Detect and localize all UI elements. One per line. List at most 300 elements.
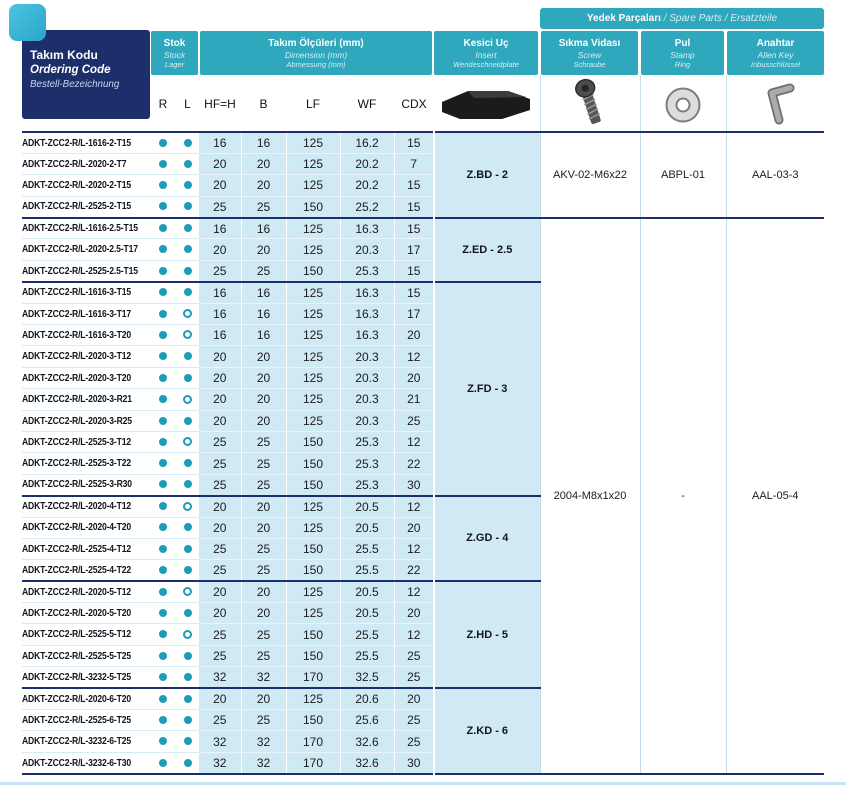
- insert-type-cell: Z.BD - 2: [434, 132, 540, 218]
- tool-code: ADKT-ZCC2-R/L-2020-2-T15: [22, 179, 131, 192]
- dimension-cell: 15: [394, 175, 434, 196]
- stock-l-cell: [176, 603, 199, 624]
- dimension-cell: 125: [286, 603, 340, 624]
- tool-code-cell: [22, 367, 150, 388]
- dimension-cell: 16: [199, 303, 241, 324]
- dimension-cell: 150: [286, 431, 340, 452]
- stock-l-cell: [176, 389, 199, 410]
- stock-r-cell: [150, 710, 176, 731]
- stock-dot-filled: [184, 480, 192, 488]
- dimension-cell: 20.3: [340, 239, 394, 260]
- dimensions-header-en: Dimension (mm): [284, 49, 348, 60]
- dimension-cell: 150: [286, 624, 340, 645]
- stock-l-cell: [176, 410, 199, 431]
- dimension-cell: 25: [241, 453, 286, 474]
- dimension-cell: 25: [241, 474, 286, 495]
- dimension-cell: 25: [199, 260, 241, 281]
- brand-logo-chip: [9, 4, 46, 41]
- dimension-cell: 12: [394, 538, 434, 559]
- dimensions-header: [200, 31, 432, 75]
- dimension-cell: 25: [199, 624, 241, 645]
- dimension-cell: 20: [241, 389, 286, 410]
- dimension-cell: 15: [394, 282, 434, 303]
- dimension-cell: 125: [286, 132, 340, 153]
- tool-code-cell: [22, 731, 150, 752]
- allen-key-header-tr: Anahtar: [756, 37, 795, 49]
- tool-code: ADKT-ZCC2-R/L-2525-6-T25: [22, 714, 131, 726]
- tool-code: ADKT-ZCC2-R/L-2020-2.5-T17: [22, 243, 138, 256]
- dimension-cell: 20: [241, 153, 286, 174]
- tool-code-cell: [22, 624, 150, 645]
- dimension-cell: 25.3: [340, 431, 394, 452]
- tool-code-cell: [22, 453, 150, 474]
- tool-code: ADKT-ZCC2-R/L-2020-4-T12: [22, 500, 131, 513]
- insert-type-cell: Z.FD - 3: [434, 282, 540, 496]
- dimension-cell: 16.3: [340, 218, 394, 239]
- insert-header-tr: Kesici Uç: [463, 37, 509, 49]
- dimension-cell: 15: [394, 132, 434, 153]
- tool-code-cell: [22, 410, 150, 431]
- stock-dot-filled: [184, 267, 192, 275]
- stock-dot-open: [183, 395, 192, 404]
- dimension-cell: 125: [286, 239, 340, 260]
- tool-code: ADKT-ZCC2-R/L-3232-5-T25: [22, 670, 131, 683]
- stock-header-tr: Stok: [163, 37, 186, 49]
- insert-type-cell: Z.GD - 4: [434, 496, 540, 582]
- insert-type-cell: Z.HD - 5: [434, 581, 540, 688]
- stock-l-cell: [176, 282, 199, 303]
- stock-r-cell: [150, 560, 176, 581]
- tool-code-cell: [22, 517, 150, 538]
- tool-code: ADKT-ZCC2-R/L-1616-3-T17: [22, 307, 131, 320]
- stock-header-de: Lager: [164, 59, 185, 69]
- dimension-cell: 20: [199, 239, 241, 260]
- col-header-cdx: CDX: [401, 97, 427, 111]
- dimension-cell: 32: [199, 752, 241, 773]
- col-header-b: B: [259, 97, 268, 111]
- stock-dot-filled: [159, 545, 167, 553]
- stock-dot-filled: [184, 139, 192, 147]
- dimension-cell: 15: [394, 196, 434, 217]
- ring-header-de: Ring: [674, 59, 691, 69]
- dimension-cell: 25: [241, 431, 286, 452]
- screw-part-cell: AKV-02-M6x22: [540, 132, 640, 218]
- dimension-cell: 25.5: [340, 624, 394, 645]
- insert-type-cell: Z.KD - 6: [434, 688, 540, 774]
- dimension-cell: 125: [286, 325, 340, 346]
- stock-dot-filled: [184, 609, 192, 617]
- tool-code-cell: [22, 325, 150, 346]
- dimension-cell: 32: [199, 731, 241, 752]
- tool-code-cell: [22, 603, 150, 624]
- stock-r-cell: [150, 325, 176, 346]
- tool-code: ADKT-ZCC2-R/L-2525-3-T12: [22, 435, 131, 448]
- dimension-cell: 125: [286, 581, 340, 602]
- dimension-cell: 16: [241, 325, 286, 346]
- screw-header: [541, 31, 638, 75]
- stock-l-cell: [176, 367, 199, 388]
- dimension-cell: 12: [394, 496, 434, 517]
- dimension-cell: 20.3: [340, 367, 394, 388]
- dimension-cell: 25.2: [340, 196, 394, 217]
- stock-dot-filled: [159, 245, 167, 253]
- dimension-cell: 20: [241, 346, 286, 367]
- dimension-cell: 25: [241, 260, 286, 281]
- tool-code: ADKT-ZCC2-R/L-2020-3-T20: [22, 371, 131, 384]
- stock-dot-open: [183, 587, 192, 596]
- stock-header-en: Stock: [163, 49, 186, 60]
- ordering-code-header: [22, 30, 150, 119]
- stock-r-cell: [150, 175, 176, 196]
- stock-dot-open: [183, 330, 192, 339]
- dimension-cell: 16: [199, 282, 241, 303]
- tool-code-cell: [22, 431, 150, 452]
- ordering-code-title-en: Ordering Code: [30, 64, 111, 76]
- stock-dot-filled: [159, 609, 167, 617]
- tool-code: ADKT-ZCC2-R/L-2525-5-T25: [22, 649, 131, 662]
- ordering-code-title-de: Bestell-Bezeichnung: [30, 79, 120, 90]
- stock-dot-filled: [184, 759, 192, 767]
- tool-code-cell: [22, 752, 150, 773]
- dimension-cell: 15: [394, 260, 434, 281]
- stock-r-cell: [150, 153, 176, 174]
- stock-r-cell: [150, 538, 176, 559]
- allen-key-header-de: Inbusschlüssel: [750, 59, 801, 69]
- stock-l-cell: [176, 581, 199, 602]
- tool-code: ADKT-ZCC2-R/L-1616-3-T20: [22, 328, 131, 341]
- stock-dot-filled: [184, 245, 192, 253]
- stock-r-cell: [150, 667, 176, 688]
- stock-l-cell: [176, 239, 199, 260]
- tool-code-cell: [22, 581, 150, 602]
- ring-header-en: Stamp: [670, 49, 695, 60]
- dimension-cell: 20: [199, 175, 241, 196]
- dimension-cell: 16: [241, 303, 286, 324]
- tool-code-cell: [22, 132, 150, 153]
- stock-dot-filled: [184, 695, 192, 703]
- tool-code-cell: [22, 645, 150, 666]
- tool-code: ADKT-ZCC2-R/L-2020-3-R21: [22, 393, 132, 406]
- dimension-cell: 20.3: [340, 410, 394, 431]
- stock-dot-filled: [159, 673, 167, 681]
- dimension-cell: 20.6: [340, 688, 394, 709]
- dimension-cell: 25: [199, 710, 241, 731]
- stock-l-cell: [176, 175, 199, 196]
- spare-band-title-tr: Yedek Parçaları: [586, 13, 661, 24]
- tool-code: ADKT-ZCC2-R/L-2020-6-T20: [22, 692, 131, 705]
- dimension-cell: 170: [286, 667, 340, 688]
- tool-code: ADKT-ZCC2-R/L-2525-4-T12: [22, 542, 131, 555]
- dimension-cell: 25.5: [340, 538, 394, 559]
- insert-header-en: Insert: [475, 49, 497, 60]
- dimension-cell: 20: [199, 389, 241, 410]
- dimension-cell: 20: [199, 688, 241, 709]
- dimension-cell: 25: [394, 645, 434, 666]
- dimension-cell: 125: [286, 496, 340, 517]
- dimension-cell: 125: [286, 517, 340, 538]
- dimension-cell: 12: [394, 624, 434, 645]
- stock-dot-filled: [159, 160, 167, 168]
- tool-code-cell: [22, 303, 150, 324]
- tool-code: ADKT-ZCC2-R/L-2525-2.5-T15: [22, 264, 138, 277]
- stock-dot-filled: [159, 288, 167, 296]
- tool-code: ADKT-ZCC2-R/L-1616-2.5-T15: [22, 222, 138, 235]
- dimension-cell: 25: [241, 645, 286, 666]
- dimension-cell: 16.3: [340, 325, 394, 346]
- stock-dot-filled: [184, 374, 192, 382]
- dimension-cell: 150: [286, 560, 340, 581]
- dimension-cell: 150: [286, 538, 340, 559]
- stock-dot-filled: [184, 160, 192, 168]
- dimension-cell: 25.6: [340, 710, 394, 731]
- stock-l-cell: [176, 346, 199, 367]
- divider: [726, 75, 727, 133]
- stock-l-cell: [176, 453, 199, 474]
- stock-l-cell: [176, 474, 199, 495]
- tool-code: ADKT-ZCC2-R/L-2020-3-T12: [22, 350, 131, 363]
- dimension-cell: 20: [241, 410, 286, 431]
- stock-dot-filled: [159, 331, 167, 339]
- dimension-cell: 125: [286, 175, 340, 196]
- allen-key-icon: [756, 80, 800, 131]
- dimension-cell: 20: [199, 153, 241, 174]
- stock-l-cell: [176, 538, 199, 559]
- tool-code-cell: [22, 196, 150, 217]
- tool-code-cell: [22, 667, 150, 688]
- dimension-cell: 125: [286, 303, 340, 324]
- dimension-cell: 17: [394, 303, 434, 324]
- dimension-cell: 30: [394, 474, 434, 495]
- stock-l-cell: [176, 517, 199, 538]
- stock-dot-filled: [159, 695, 167, 703]
- dimension-cell: 25: [394, 667, 434, 688]
- tool-code: ADKT-ZCC2-R/L-3232-6-T30: [22, 756, 131, 769]
- stock-r-cell: [150, 367, 176, 388]
- stock-dot-filled: [159, 566, 167, 574]
- stock-dot-filled: [159, 417, 167, 425]
- stock-dot-filled: [159, 202, 167, 210]
- dimension-cell: 25: [394, 410, 434, 431]
- stock-r-cell: [150, 581, 176, 602]
- stock-dot-filled: [159, 224, 167, 232]
- stock-dot-filled: [159, 523, 167, 531]
- tool-code: ADKT-ZCC2-R/L-2525-3-R30: [22, 478, 132, 491]
- stock-dot-filled: [184, 652, 192, 660]
- dimension-cell: 25.5: [340, 645, 394, 666]
- dimension-cell: 20: [241, 496, 286, 517]
- dimension-cell: 20: [199, 603, 241, 624]
- stock-r-cell: [150, 239, 176, 260]
- dimension-cell: 25: [241, 538, 286, 559]
- stock-r-cell: [150, 624, 176, 645]
- stock-dot-filled: [184, 181, 192, 189]
- stock-dot-filled: [159, 588, 167, 596]
- tool-code: ADKT-ZCC2-R/L-2020-4-T20: [22, 521, 131, 534]
- stock-l-cell: [176, 496, 199, 517]
- stock-dot-filled: [184, 288, 192, 296]
- spare-parts-band-header: [540, 8, 824, 29]
- dimension-cell: 25: [199, 431, 241, 452]
- stock-dot-filled: [184, 737, 192, 745]
- dimension-cell: 16: [199, 218, 241, 239]
- stock-dot-filled: [184, 202, 192, 210]
- tool-code: ADKT-ZCC2-R/L-2525-4-T22: [22, 564, 131, 577]
- dimension-cell: 32.5: [340, 667, 394, 688]
- tool-code-cell: [22, 175, 150, 196]
- dimension-cell: 20: [241, 517, 286, 538]
- page-footer-rule: [0, 782, 846, 785]
- dimension-cell: 170: [286, 731, 340, 752]
- spare-band-title-de: Ersatzteile: [730, 13, 778, 24]
- dimension-cell: 22: [394, 560, 434, 581]
- dimension-cell: 16: [241, 132, 286, 153]
- dimension-cell: 16.2: [340, 132, 394, 153]
- tool-code-cell: [22, 389, 150, 410]
- dimension-cell: 30: [394, 752, 434, 773]
- dimension-cell: 25.5: [340, 560, 394, 581]
- divider: [640, 75, 641, 133]
- dimension-cell: 20: [241, 367, 286, 388]
- tool-code: ADKT-ZCC2-R/L-1616-3-T15: [22, 286, 131, 299]
- dimensions-header-de: Abmessung (mm): [286, 59, 346, 69]
- stock-dot-filled: [159, 438, 167, 446]
- dimension-cell: 150: [286, 196, 340, 217]
- tool-code: ADKT-ZCC2-R/L-2525-2-T15: [22, 200, 131, 213]
- stock-r-cell: [150, 196, 176, 217]
- allen-key-header-en: Allen Key: [757, 49, 794, 60]
- dimension-cell: 25: [241, 710, 286, 731]
- insert-header-de: Wendeschneidplate: [453, 59, 519, 69]
- dimension-cell: 20.5: [340, 603, 394, 624]
- dimension-cell: 25.3: [340, 453, 394, 474]
- stock-l-cell: [176, 645, 199, 666]
- dimension-cell: 25: [394, 710, 434, 731]
- stock-dot-filled: [184, 459, 192, 467]
- dimension-cell: 20.2: [340, 153, 394, 174]
- dimension-cell: 32.6: [340, 731, 394, 752]
- dimension-cell: 20: [241, 175, 286, 196]
- dimension-cell: 25: [394, 731, 434, 752]
- stock-dot-filled: [184, 545, 192, 553]
- stock-header: [151, 31, 198, 75]
- screw-header-en: Screw: [577, 49, 602, 60]
- dimension-cell: 20: [199, 496, 241, 517]
- dimension-cell: 17: [394, 239, 434, 260]
- stock-l-cell: [176, 431, 199, 452]
- tool-code-cell: [22, 218, 150, 239]
- dimension-cell: 125: [286, 153, 340, 174]
- col-header-wf: WF: [357, 97, 377, 111]
- stock-dot-filled: [159, 459, 167, 467]
- tool-code: ADKT-ZCC2-R/L-2020-5-T12: [22, 585, 131, 598]
- separator: /: [722, 13, 731, 24]
- stock-dot-open: [183, 309, 192, 318]
- stock-dot-filled: [159, 181, 167, 189]
- stock-dot-open: [183, 630, 192, 639]
- dimension-cell: 20.5: [340, 581, 394, 602]
- dimension-cell: 16.3: [340, 282, 394, 303]
- dimension-cell: 20: [241, 581, 286, 602]
- stock-dot-filled: [159, 652, 167, 660]
- dimension-cell: 32: [199, 667, 241, 688]
- allen-key-part-cell: AAL-03-3: [726, 132, 824, 218]
- stock-r-cell: [150, 389, 176, 410]
- dimension-cell: 12: [394, 581, 434, 602]
- dimension-cell: 20: [199, 410, 241, 431]
- stock-dot-filled: [184, 673, 192, 681]
- stock-l-cell: [176, 688, 199, 709]
- stock-r-cell: [150, 260, 176, 281]
- stock-r-cell: [150, 645, 176, 666]
- col-header-lf: LF: [305, 97, 320, 111]
- stock-dot-filled: [184, 566, 192, 574]
- dimension-cell: 20: [241, 603, 286, 624]
- stock-r-cell: [150, 282, 176, 303]
- ordering-code-title-tr: Takım Kodu: [30, 48, 98, 62]
- dimension-cell: 32: [241, 667, 286, 688]
- stock-l-cell: [176, 710, 199, 731]
- tool-code: ADKT-ZCC2-R/L-2020-3-R25: [22, 414, 132, 427]
- dimension-cell: 125: [286, 346, 340, 367]
- dimension-cell: 25: [199, 560, 241, 581]
- dimension-cell: 32: [241, 752, 286, 773]
- dimension-cell: 20: [199, 367, 241, 388]
- stock-l-cell: [176, 153, 199, 174]
- dimension-cell: 20: [241, 239, 286, 260]
- tool-code-cell: [22, 710, 150, 731]
- stock-r-cell: [150, 517, 176, 538]
- stock-r-cell: [150, 132, 176, 153]
- tool-code-cell: [22, 560, 150, 581]
- dimension-cell: 125: [286, 389, 340, 410]
- catalog-table-body: [22, 132, 824, 774]
- ring-header-tr: Pul: [674, 37, 691, 49]
- dimension-cell: 25.3: [340, 260, 394, 281]
- separator: /: [660, 13, 670, 24]
- stock-dot-filled: [184, 716, 192, 724]
- dimension-cell: 20: [199, 517, 241, 538]
- dimension-cell: 20: [241, 688, 286, 709]
- dimension-cell: 150: [286, 453, 340, 474]
- stock-r-cell: [150, 453, 176, 474]
- dimension-cell: 125: [286, 282, 340, 303]
- tool-code-cell: [22, 282, 150, 303]
- tool-code-cell: [22, 346, 150, 367]
- stock-l-cell: [176, 731, 199, 752]
- dimension-cell: 16.3: [340, 303, 394, 324]
- dimension-cell: 20.5: [340, 496, 394, 517]
- dimension-cell: 25: [199, 645, 241, 666]
- dimension-cell: 16: [199, 325, 241, 346]
- dimension-cell: 20: [199, 346, 241, 367]
- stock-r-cell: [150, 410, 176, 431]
- stock-r-cell: [150, 346, 176, 367]
- col-header-l: L: [184, 97, 191, 111]
- stock-l-cell: [176, 752, 199, 773]
- stock-l-cell: [176, 624, 199, 645]
- dimension-cell: 125: [286, 218, 340, 239]
- dimension-cell: 150: [286, 260, 340, 281]
- stock-r-cell: [150, 474, 176, 495]
- stock-r-cell: [150, 431, 176, 452]
- stock-r-cell: [150, 218, 176, 239]
- stock-r-cell: [150, 731, 176, 752]
- stock-dot-filled: [184, 417, 192, 425]
- dimension-cell: 20: [394, 517, 434, 538]
- dimension-cell: 25.3: [340, 474, 394, 495]
- tool-code: ADKT-ZCC2-R/L-2525-3-T22: [22, 457, 131, 470]
- tool-code: ADKT-ZCC2-R/L-3232-6-T25: [22, 735, 131, 748]
